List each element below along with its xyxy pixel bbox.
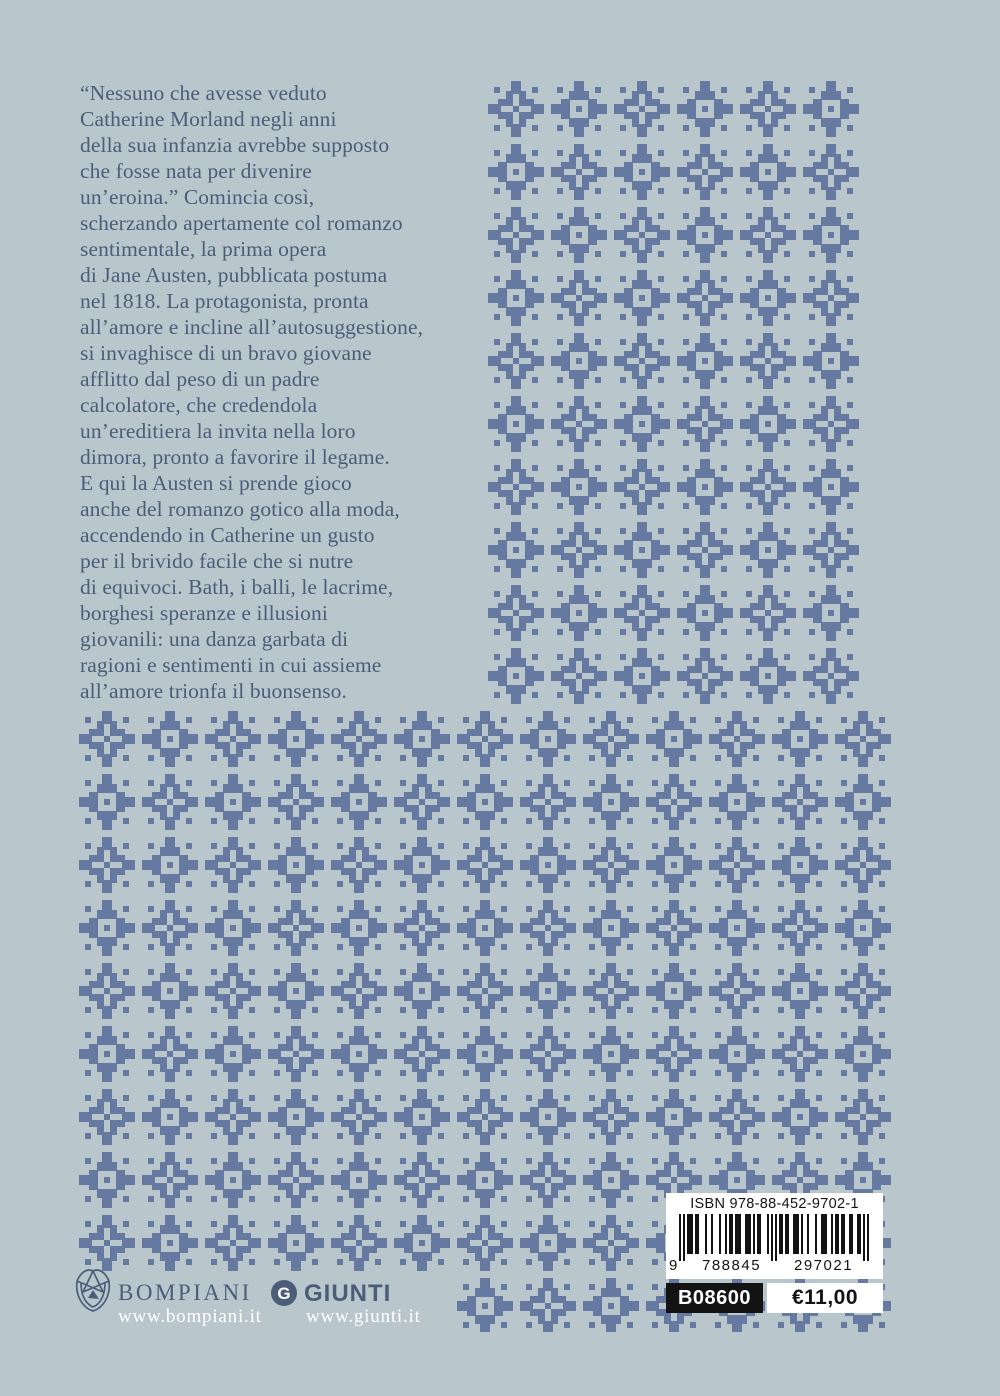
- ornament-motif-cross: [205, 1089, 261, 1145]
- ornament-motif-cross: [520, 1278, 576, 1332]
- ornament-motif-cross: [205, 1215, 261, 1271]
- barcode-bar: [757, 1214, 759, 1254]
- ornament-motif-cross: [614, 585, 670, 641]
- barcode-bar: [771, 1214, 773, 1261]
- ornament-motif-cross: [79, 1215, 135, 1271]
- ornament-motif-cross: [646, 1026, 702, 1082]
- ornament-motif-dot: [803, 81, 859, 137]
- ornament-motif-dot: [488, 522, 544, 578]
- ornament-motif-dot: [205, 1152, 261, 1208]
- ornament-motif-dot: [583, 774, 639, 830]
- ornament-motif-dot: [142, 837, 198, 893]
- ornament-motif-dot: [709, 1026, 765, 1082]
- ornament-motif-cross: [772, 774, 828, 830]
- ean-digit-group: 788845: [702, 1257, 762, 1274]
- barcode-bar: [785, 1214, 787, 1254]
- ornament-motif-cross: [331, 963, 387, 1019]
- blurb-line: si invaghisce di un bravo giovane: [80, 341, 372, 365]
- ornament-motif-cross: [394, 900, 450, 956]
- ornament-motif-cross: [142, 1026, 198, 1082]
- ornament-motif-dot: [142, 1089, 198, 1145]
- ornament-motif-dot: [268, 1089, 324, 1145]
- ornament-motif-cross: [835, 963, 891, 1019]
- ornament-motif-cross: [740, 207, 796, 263]
- ornament-motif-dot: [551, 333, 607, 389]
- blurb-line: borghesi speranze e illusioni: [80, 601, 328, 625]
- ornament-motif-cross: [79, 963, 135, 1019]
- ornament-motif-dot: [457, 1152, 513, 1208]
- ornament-motif-cross: [583, 1089, 639, 1145]
- ornament-motif-dot: [709, 900, 765, 956]
- blurb-line: accendendo in Catherine un gusto: [80, 523, 375, 547]
- ornament-motif-dot: [551, 459, 607, 515]
- blurb-line: anche del romanzo gotico alla moda,: [80, 497, 400, 521]
- ornament-motif-dot: [520, 1215, 576, 1271]
- barcode-bar: [781, 1214, 783, 1254]
- blurb-line: dimora, pronto a favorire il legame.: [80, 445, 390, 469]
- barcode-bar: [823, 1214, 825, 1254]
- blurb-line: nel 1818. La protagonista, pronta: [80, 289, 369, 313]
- ornament-motif-cross: [677, 522, 733, 578]
- barcode-bar: [801, 1214, 803, 1254]
- ornament-motif-dot: [205, 900, 261, 956]
- ornament-motif-dot: [520, 837, 576, 893]
- blurb-line: scherzando apertamente col romanzo: [80, 211, 403, 235]
- ornament-motif-dot: [646, 837, 702, 893]
- ornament-motif-cross: [551, 144, 607, 200]
- isbn-panel: [666, 1193, 883, 1279]
- blurb-line: E qui la Austen si prende gioco: [80, 471, 352, 495]
- ornament-motif-dot: [520, 1089, 576, 1145]
- ornament-motif-cross: [709, 711, 765, 767]
- ornament-motif-dot: [803, 585, 859, 641]
- blurb-line: Catherine Morland negli anni: [80, 107, 337, 131]
- barcode-bar: [737, 1214, 739, 1254]
- ornament-motif-cross: [142, 774, 198, 830]
- ornament-motif-dot: [394, 837, 450, 893]
- barcode-bar: [691, 1214, 693, 1254]
- ornament-motif-dot: [772, 837, 828, 893]
- ornament-motif-cross: [331, 1089, 387, 1145]
- barcode-bar: [815, 1214, 817, 1254]
- ornament-motif-dot: [142, 1215, 198, 1271]
- ornament-motif-cross: [709, 1089, 765, 1145]
- ornament-motif-dot: [488, 648, 544, 704]
- ornament-motif-dot: [772, 963, 828, 1019]
- ornament-motif-cross: [142, 900, 198, 956]
- ornament-motif-cross: [268, 900, 324, 956]
- ornament-motif-cross: [79, 711, 135, 767]
- ornament-motif-cross: [142, 1152, 198, 1208]
- blurb-line: che fosse nata per divenire: [80, 159, 312, 183]
- barcode-bar: [745, 1214, 747, 1254]
- ornament-motif-dot: [268, 711, 324, 767]
- barcode-bar: [753, 1214, 755, 1254]
- ornament-motif-dot: [740, 144, 796, 200]
- ornament-motif-cross: [646, 774, 702, 830]
- ornament-motif-cross: [835, 1089, 891, 1145]
- ornament-motif-dot: [740, 522, 796, 578]
- barcode-bar: [821, 1214, 823, 1254]
- ornament-motif-cross: [583, 963, 639, 1019]
- ornament-motif-dot: [583, 1278, 639, 1332]
- ornament-motif-cross: [551, 522, 607, 578]
- ornament-motif-cross: [583, 837, 639, 893]
- barcode-bar: [793, 1214, 795, 1254]
- ornament-motif-cross: [79, 837, 135, 893]
- ornament-motif-cross: [394, 774, 450, 830]
- ornament-motif-cross: [646, 900, 702, 956]
- ornament-motif-cross: [772, 900, 828, 956]
- ornament-motif-dot: [677, 333, 733, 389]
- bompiani-name: BOMPIANI: [118, 1280, 252, 1305]
- ornament-motif-dot: [551, 585, 607, 641]
- ornament-motif-dot: [803, 207, 859, 263]
- barcode-bar: [779, 1214, 781, 1254]
- back-cover-blurb: [80, 80, 482, 704]
- ornament-motif-cross: [79, 1089, 135, 1145]
- ornament-motif-cross: [583, 1215, 639, 1271]
- barcode-bar: [863, 1214, 865, 1261]
- ornament-motif-cross: [614, 207, 670, 263]
- ornament-motif-cross: [457, 1089, 513, 1145]
- barcode-bar: [705, 1214, 707, 1254]
- barcode-bar: [695, 1214, 697, 1254]
- ornament-motif-dot: [551, 81, 607, 137]
- barcode-bar: [749, 1214, 751, 1254]
- ornament-motif-dot: [551, 207, 607, 263]
- ornament-motif-dot: [79, 1152, 135, 1208]
- barcode-block: [666, 1193, 883, 1313]
- barcode-bar: [725, 1214, 727, 1254]
- ornament-motif-cross: [709, 963, 765, 1019]
- ornament-motif-cross: [488, 585, 544, 641]
- blurb-line: afflitto dal peso di un padre: [80, 367, 320, 391]
- ornament-motif-dot: [614, 396, 670, 452]
- ornament-motif-cross: [551, 270, 607, 326]
- blurb-line: della sua infanzia avrebbe supposto: [80, 133, 390, 157]
- ornament-motif-cross: [614, 333, 670, 389]
- price-tag: €11,00: [767, 1283, 883, 1313]
- ornament-motif-dot: [583, 1026, 639, 1082]
- ornament-motif-dot: [677, 207, 733, 263]
- giunti-g-icon: [270, 1279, 298, 1307]
- ornament-motif-cross: [205, 963, 261, 1019]
- blurb-line: ragioni e sentimenti in cui assieme: [80, 653, 382, 677]
- giunti-url: www.giunti.it: [306, 1306, 421, 1327]
- ornament-motif-dot: [268, 1215, 324, 1271]
- blurb-line: sentimentale, la prima opera: [80, 237, 327, 261]
- ornament-motif-cross: [488, 207, 544, 263]
- ornament-motif-cross: [835, 711, 891, 767]
- ornament-motif-dot: [803, 333, 859, 389]
- ornament-motif-dot: [142, 963, 198, 1019]
- ornament-motif-cross: [740, 81, 796, 137]
- ornament-motif-dot: [677, 459, 733, 515]
- barcode-bar: [795, 1214, 797, 1254]
- ornament-motif-dot: [331, 900, 387, 956]
- ornament-motif-dot: [79, 1026, 135, 1082]
- barcode-bar: [851, 1214, 853, 1254]
- ean13-barcode: [679, 1214, 869, 1261]
- ornament-motif-cross: [520, 1152, 576, 1208]
- ornament-motif-cross: [583, 711, 639, 767]
- barcode-bar: [679, 1214, 681, 1261]
- blurb-line: un’ereditiera la invita nella loro: [80, 419, 356, 443]
- barcode-bar: [739, 1214, 741, 1254]
- giunti-name: GIUNTI: [304, 1280, 392, 1307]
- ornament-motif-dot: [142, 711, 198, 767]
- ean-digit-group: 297021: [794, 1257, 854, 1274]
- ean-digit-group: 9: [669, 1257, 679, 1274]
- ornament-motif-cross: [394, 1152, 450, 1208]
- ornament-motif-dot: [394, 1215, 450, 1271]
- barcode-bar: [825, 1214, 827, 1254]
- ornament-motif-dot: [457, 1278, 513, 1332]
- ornament-motif-dot: [835, 774, 891, 830]
- ornament-motif-cross: [520, 900, 576, 956]
- ornament-motif-cross: [520, 774, 576, 830]
- blurb-line: di Jane Austen, pubblicata postuma: [80, 263, 388, 287]
- ornament-motif-cross: [205, 837, 261, 893]
- ornament-motif-cross: [740, 333, 796, 389]
- ornament-motif-dot: [331, 774, 387, 830]
- ornament-motif-cross: [457, 711, 513, 767]
- ornament-motif-dot: [646, 1089, 702, 1145]
- ornament-motif-dot: [803, 459, 859, 515]
- barcode-bar: [683, 1214, 685, 1261]
- barcode-bar: [759, 1214, 761, 1254]
- ornament-motif-cross: [457, 1215, 513, 1271]
- barcode-bar: [719, 1214, 721, 1254]
- ornament-motif-cross: [457, 963, 513, 1019]
- blurb-line: un’eroina.” Comincia così,: [80, 185, 315, 209]
- ornament-motif-dot: [205, 774, 261, 830]
- isbn-label: ISBN 978-88-452-9702-1: [690, 1196, 859, 1212]
- ornament-motif-cross: [331, 1215, 387, 1271]
- ornament-motif-cross: [677, 270, 733, 326]
- ornament-motif-dot: [331, 1152, 387, 1208]
- ornament-motif-cross: [488, 333, 544, 389]
- edition-code-tag: B08600: [666, 1283, 763, 1313]
- ornament-motif-dot: [646, 963, 702, 1019]
- ornament-motif-dot: [677, 585, 733, 641]
- ornament-motif-cross: [709, 837, 765, 893]
- ornament-motif-dot: [614, 270, 670, 326]
- ornament-motif-dot: [268, 837, 324, 893]
- ornament-motif-cross: [772, 1026, 828, 1082]
- barcode-bar: [731, 1214, 733, 1254]
- svg-text:G: G: [277, 1284, 291, 1303]
- bompiani-flower-icon: [72, 1266, 114, 1316]
- ornament-motif-dot: [457, 1026, 513, 1082]
- ornament-motif-dot: [488, 270, 544, 326]
- blurb-line: all’amore trionfa il buonsenso.: [80, 679, 347, 703]
- barcode-bar: [687, 1214, 689, 1254]
- ornament-motif-dot: [488, 396, 544, 452]
- ornament-motif-cross: [740, 585, 796, 641]
- ornament-motif-dot: [394, 711, 450, 767]
- barcode-bar: [735, 1214, 737, 1254]
- barcode-bar: [837, 1214, 839, 1254]
- ornament-motif-cross: [551, 648, 607, 704]
- ornament-motif-cross: [614, 459, 670, 515]
- ornament-motif-dot: [646, 711, 702, 767]
- ornament-motif-dot: [740, 396, 796, 452]
- ornament-motif-dot: [457, 900, 513, 956]
- barcode-bar: [697, 1214, 699, 1254]
- ornament-motif-dot: [205, 1026, 261, 1082]
- blurb-line: per il brivido facile che si nutre: [80, 549, 354, 573]
- ornament-motif-cross: [677, 648, 733, 704]
- barcode-bar: [689, 1214, 691, 1254]
- ornament-motif-cross: [268, 774, 324, 830]
- ornament-motif-dot: [394, 1089, 450, 1145]
- ornament-motif-cross: [394, 1026, 450, 1082]
- ornament-motif-dot: [740, 648, 796, 704]
- barcode-bar: [767, 1214, 769, 1254]
- barcode-bar: [843, 1214, 845, 1254]
- barcode-bar: [835, 1214, 837, 1254]
- barcode-bar: [841, 1214, 843, 1254]
- ornament-motif-cross: [803, 144, 859, 200]
- ornament-motif-cross: [488, 81, 544, 137]
- blurb-line: calcolatore, che credendola: [80, 393, 318, 417]
- ornament-motif-dot: [331, 1026, 387, 1082]
- blurb-line: giovanili: una danza garbata di: [80, 627, 349, 651]
- ornament-motif-dot: [772, 1089, 828, 1145]
- ornament-motif-dot: [614, 522, 670, 578]
- bompiani-url: www.bompiani.it: [118, 1306, 262, 1327]
- barcode-bar: [729, 1214, 731, 1254]
- ornament-motif-dot: [520, 963, 576, 1019]
- barcode-bar: [831, 1214, 833, 1254]
- ornament-motif-cross: [551, 396, 607, 452]
- ornament-motif-dot: [614, 144, 670, 200]
- ornament-motif-cross: [803, 270, 859, 326]
- ornament-motif-cross: [268, 1026, 324, 1082]
- barcode-bar: [747, 1214, 749, 1254]
- barcode-bar: [867, 1214, 869, 1261]
- ornament-motif-dot: [614, 648, 670, 704]
- ornament-motif-cross: [835, 837, 891, 893]
- ornament-motif-dot: [457, 774, 513, 830]
- ornament-motif-dot: [488, 144, 544, 200]
- ornament-motif-dot: [740, 270, 796, 326]
- blurb-line: “Nessuno che avesse veduto: [80, 81, 327, 105]
- ornament-motif-dot: [79, 900, 135, 956]
- ornament-motif-cross: [803, 648, 859, 704]
- barcode-bar: [849, 1214, 851, 1254]
- ornament-motif-dot: [772, 711, 828, 767]
- ornament-motif-cross: [803, 522, 859, 578]
- barcode-bar: [711, 1214, 713, 1254]
- ornament-motif-dot: [709, 774, 765, 830]
- ornament-motif-cross: [331, 837, 387, 893]
- ornament-motif-dot: [520, 711, 576, 767]
- barcode-bar: [807, 1214, 809, 1254]
- barcode-bar: [857, 1214, 859, 1254]
- ornament-motif-dot: [835, 1026, 891, 1082]
- ornament-motif-cross: [677, 144, 733, 200]
- price-row: [666, 1283, 883, 1313]
- ornament-motif-dot: [394, 963, 450, 1019]
- ornament-motif-dot: [268, 963, 324, 1019]
- ornament-motif-cross: [205, 711, 261, 767]
- ornament-motif-dot: [79, 774, 135, 830]
- barcode-bar: [797, 1214, 799, 1254]
- ornament-motif-dot: [835, 900, 891, 956]
- ean-digits: [666, 1257, 883, 1275]
- barcode-bar: [775, 1214, 777, 1261]
- ornament-motif-cross: [457, 837, 513, 893]
- barcode-bar: [787, 1214, 789, 1254]
- ornament-motif-cross: [331, 711, 387, 767]
- ornament-motif-dot: [677, 81, 733, 137]
- ornament-motif-cross: [740, 459, 796, 515]
- barcode-bar: [859, 1214, 861, 1254]
- ornament-motif-cross: [520, 1026, 576, 1082]
- ornament-motif-cross: [488, 459, 544, 515]
- ornament-motif-cross: [614, 81, 670, 137]
- ornament-motif-cross: [268, 1152, 324, 1208]
- ornament-motif-cross: [803, 396, 859, 452]
- ornament-motif-cross: [677, 396, 733, 452]
- blurb-line: all’amore e incline all’autosuggestione,: [80, 315, 424, 339]
- ornament-motif-dot: [583, 1152, 639, 1208]
- ornament-motif-dot: [583, 900, 639, 956]
- blurb-line: di equivoci. Bath, i balli, le lacrime,: [80, 575, 394, 599]
